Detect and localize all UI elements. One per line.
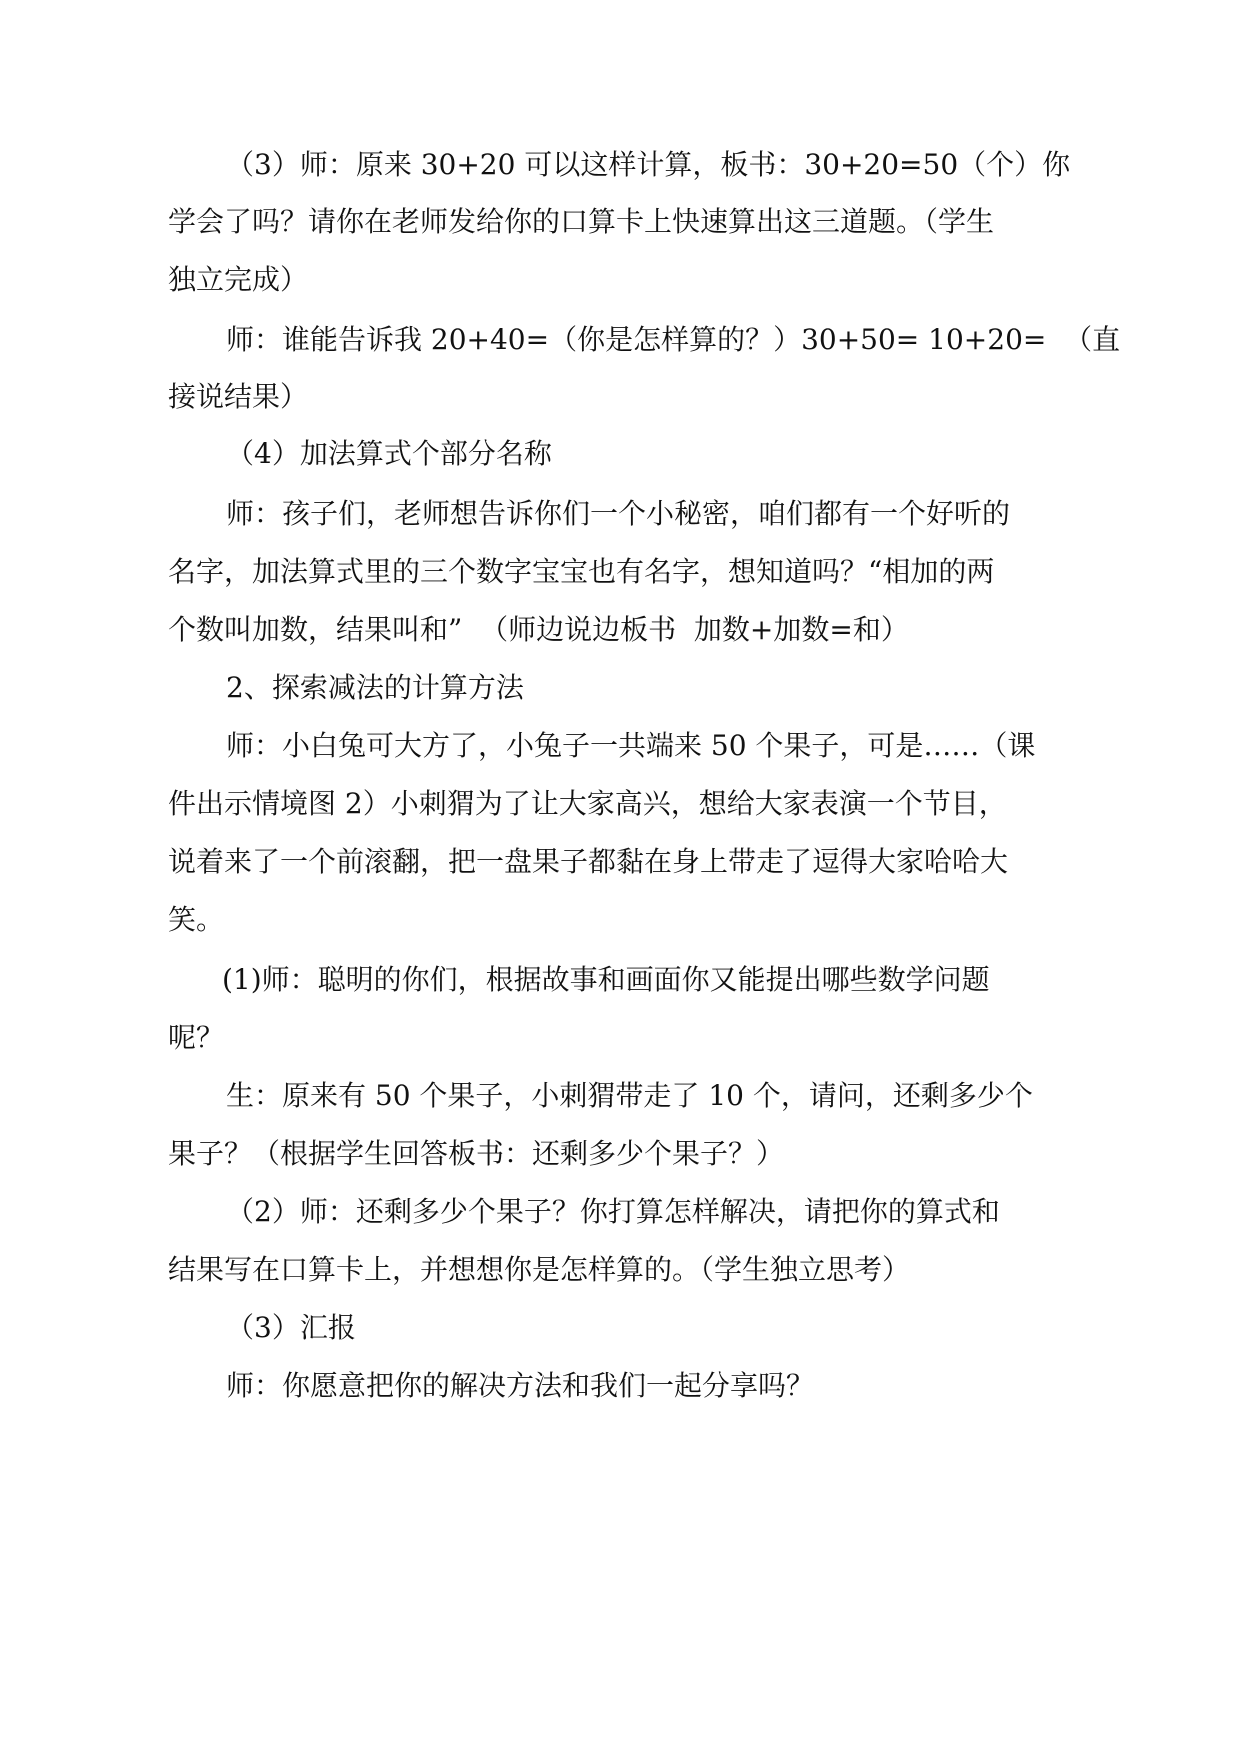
text-line: 2、探索减法的计算方法 <box>226 671 524 704</box>
text-line: 学会了吗？请你在老师发给你的口算卡上快速算出这三道题。（学生 <box>168 205 995 238</box>
text-line: 师：孩子们，老师想告诉你们一个小秘密，咱们都有一个好听的 <box>226 497 1011 530</box>
text-line: 呢？ <box>168 1021 225 1054</box>
text-line: 生：原来有 50 个果子，小刺猬带走了 10 个，请问，还剩多少个 <box>226 1079 1033 1112</box>
text-line: 师：你愿意把你的解决方法和我们一起分享吗？ <box>226 1369 815 1402</box>
text-line: 结果写在口算卡上，并想想你是怎样算的。（学生独立思考） <box>168 1253 911 1286</box>
text-line: (1)师：聪明的你们，根据故事和画面你又能提出哪些数学问题 <box>222 963 990 996</box>
text-line: 件出示情境图 2）小刺猬为了让大家高兴，想给大家表演一个节目， <box>168 787 1007 820</box>
text-line: 个数叫加数，结果叫和” （师边说边板书 加数+加数=和） <box>168 613 909 646</box>
text-line: （4）加法算式个部分名称 <box>226 437 552 470</box>
text-line: 独立完成） <box>168 263 309 296</box>
text-line: （2）师：还剩多少个果子？你打算怎样解决，请把你的算式和 <box>226 1195 1000 1228</box>
text-line: （3）汇报 <box>226 1311 356 1344</box>
text-line: 师：谁能告诉我 20+40=（你是怎样算的？）30+50= 10+20= （直 <box>226 323 1121 356</box>
text-line: 果子？（根据学生回答板书：还剩多少个果子？） <box>168 1137 785 1170</box>
text-line: 师：小白兔可大方了，小兔子一共端来 50 个果子，可是……（课 <box>226 729 1036 762</box>
text-line: 名字，加法算式里的三个数字宝宝也有名字，想知道吗？“相加的两 <box>168 555 995 588</box>
text-line: （3）师：原来 30+20 可以这样计算，板书：30+20=50（个）你 <box>226 148 1071 181</box>
text-line: 接说结果） <box>168 380 309 413</box>
text-line: 说着来了一个前滚翻，把一盘果子都黏在身上带走了逗得大家哈哈大 <box>168 845 1009 878</box>
text-line: 笑。 <box>168 903 225 936</box>
